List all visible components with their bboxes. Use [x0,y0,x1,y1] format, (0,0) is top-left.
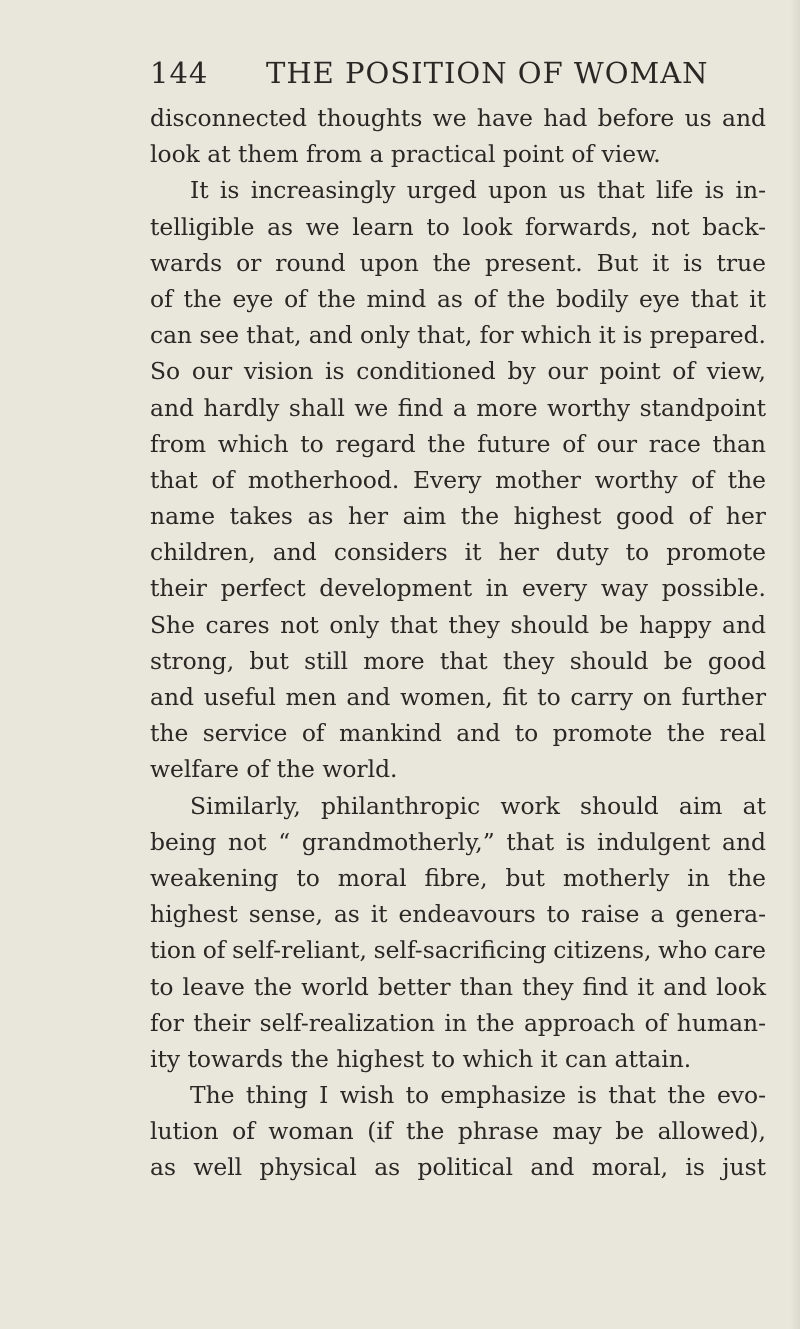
text-line: to leave the world better than they find it and look [150,972,766,1001]
text-line: from which to regard the future of our race than [150,429,766,458]
text-line: their perfect development in every way possible. [150,574,766,603]
text-line: look at them from a practical point of view. [150,140,661,169]
text-line: being not “ grandmotherly,” that is indulgent and [150,827,766,856]
text-line: can see that, and only that, for which it is prepared. [150,321,766,350]
page-number: 144 [150,56,209,90]
text-line: ity towards the highest to which it can attain. [150,1044,692,1073]
text-line: children, and considers it her duty to promote [150,538,766,567]
text-line: name takes as her aim the highest good of her [150,502,766,531]
running-head [150,56,770,100]
text-line: disconnected thoughts we have had before us and [150,104,766,132]
text-line: and hardly shall we find a more worthy standpoint [150,393,766,422]
text-line: and useful men and women, fit to carry on further [150,683,766,711]
text-line: highest sense, as it endeavours to raise a genera- [150,900,766,929]
text-line: for their self-realization in the approach of human- [150,1008,766,1037]
body-text [150,100,766,1186]
text-line: strong, but still more that they should be good [150,646,766,675]
text-line: wards or round upon the present. But it is true [150,248,766,277]
text-line: telligible as we learn to look forwards, not back- [150,212,766,241]
text-line: the service of mankind and to promote the real [150,719,766,748]
text-line: welfare of the world. [150,755,398,784]
text-line: Similarly, philanthropic work should aim at [190,791,766,820]
text-line: She cares not only that they should be happy and [150,610,766,639]
text-line: tion of self-reliant, self-sacrificing citizens, who care [150,936,766,965]
text-line: that of motherhood. Every mother worthy of the [150,465,766,494]
text-line: The thing I wish to emphasize is that the evo- [190,1081,766,1110]
text-line: It is increasingly urged upon us that life is in- [190,176,766,205]
running-title: THE POSITION OF WOMAN [266,56,709,90]
text-line: So our vision is conditioned by our point of view, [150,357,766,386]
page-edge-shadow [790,0,800,1329]
text-line: of the eye of the mind as of the bodily eye that it [150,284,766,313]
text-line: as well physical as political and moral, is just [150,1153,766,1182]
text-line: weakening to moral fibre, but motherly in the [150,863,766,892]
text-line: lution of woman (if the phrase may be allowed), [150,1117,766,1146]
